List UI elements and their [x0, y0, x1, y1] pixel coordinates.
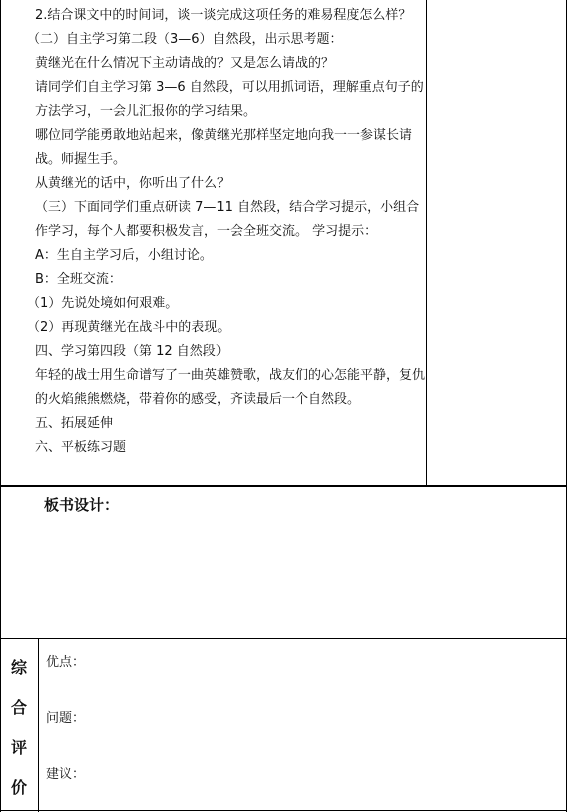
lesson-paragraph: 黄继光在什么情况下主动请战的？又是怎么请战的？ — [35, 56, 335, 71]
bottom-border — [0, 810, 567, 811]
lesson-paragraph: 从黄继光的话中，你听出了什么？ — [35, 176, 231, 191]
row-divider-board — [0, 485, 567, 487]
lesson-paragraph: B：全班交流： — [35, 272, 122, 287]
lesson-paragraph: 六、平板练习题 — [35, 440, 127, 455]
eval-char: 评 — [10, 737, 27, 757]
lesson-text-cell — [9, 4, 425, 460]
lesson-paragraph: 年轻的战士用生命谱写了一曲英雄赞歌，战友们的心怎能平静，复仇的火焰熊熊燃烧，带着你的感受，齐读最后一个自然段。 — [35, 368, 426, 407]
board-design-title: 板书设计： — [44, 496, 120, 514]
lesson-paragraph: 请同学们自主学习第 3—6 自然段，可以用抓词语，理解重点句子的方法学习，一会儿汇报你的学习结果。 — [35, 80, 424, 119]
lesson-paragraph: 四、学习第四段（第 12 自然段） — [35, 344, 229, 359]
lesson-paragraph: A：生自主学习后，小组讨论。 — [35, 248, 213, 263]
lesson-paragraph: （三）下面同学们重点研读 7—11 自然段，结合学习提示，小组合作学习，每个人都要积极发言，一会全班交流。 学习提示： — [35, 200, 420, 239]
row-divider-eval — [0, 638, 567, 639]
lesson-paragraph: 哪位同学能勇敢地站起来，像黄继光那样坚定地向我一一参谋长请战。师握生手。 — [35, 128, 413, 167]
lesson-paragraph: （1）先说处境如何艰难。 — [27, 296, 179, 311]
lesson-paragraph: 2.结合课文中的时间词，谈一谈完成这项任务的难易程度怎么样？ — [35, 8, 412, 23]
eval-suggestions-label: 建议： — [46, 767, 86, 782]
eval-char: 合 — [10, 697, 27, 717]
column-divider — [426, 0, 427, 486]
right-border — [566, 0, 567, 812]
eval-problems-label: 问题： — [46, 711, 86, 726]
evaluation-label — [0, 640, 38, 812]
lesson-paragraph: 五、拓展延伸 — [35, 416, 114, 431]
lesson-paragraph: （二）自主学习第二段（3—6）自然段，出示思考题： — [27, 32, 343, 47]
lesson-paragraph: （2）再现黄继光在战斗中的表现。 — [27, 320, 231, 335]
eval-char: 价 — [10, 777, 27, 797]
eval-char: 综 — [10, 657, 27, 677]
eval-strengths-label: 优点： — [46, 655, 86, 670]
eval-label-divider — [38, 638, 39, 812]
